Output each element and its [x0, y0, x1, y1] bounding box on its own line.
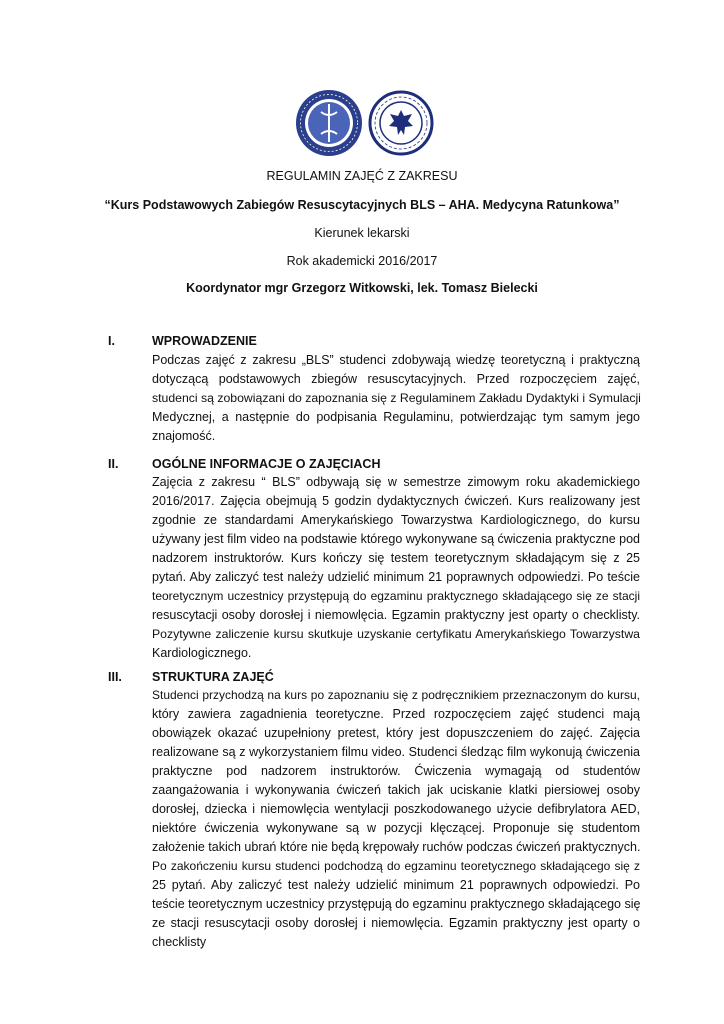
section-body	[152, 473, 640, 663]
text-line: używany jest film video na podstawie którego wykonywane są ćwiczenia praktyczne pod	[152, 532, 640, 546]
text-line: 2016/2017. Zajęcia obejmują 5 godzin dydaktycznych ćwiczeń. Kurs realizowany jest	[152, 494, 640, 508]
text-line: niektóre ćwiczenia wykonywane są w pozycji klęczącej. Proponuje się studentom	[152, 821, 640, 835]
text-line: teoretycznym uczestnicy przystępują do egzaminu praktycznego składającego się ze stacji	[152, 589, 640, 603]
text-line: dorosłej, dziecka i niemowlęcia wentylacji poszkodowanego użycie defibrylatora AED,	[152, 802, 640, 816]
text-line: Kardiologicznego.	[152, 646, 252, 660]
text-line: nadzorem instruktorów. Kurs kończy się testem teoretycznym składającym się z 25	[152, 551, 640, 565]
text-line: 25 pytań. Aby zaliczyć test należy udzielić minimum 21 poprawnych odpowiedzi. Po	[152, 878, 640, 892]
course-name: “Kurs Podstawowych Zabiegów Resuscytacyjnych BLS – AHA. Medycyna Ratunkowa”	[104, 198, 620, 212]
text-line: resuscytacji osoby dorosłej i niemowlęcia. Egzamin praktyczny jest oparty o checklisty.	[152, 608, 640, 622]
text-line: dotyczącą podstawowych zbiegów resuscytacyjnych. Przed rozpoczęciem zajęć,	[152, 372, 640, 386]
text-line: studenci są zobowiązani do zapoznania się z Regulaminem Zakładu Dydaktyki i Symulacji	[152, 391, 641, 405]
text-line: zgodnie ze standardami Amerykańskiego Towarzystwa Kardiologicznego, do kursu	[152, 513, 640, 527]
section-body	[152, 686, 640, 952]
text-line: Pozytywne zaliczenie kursu skutkuje uzyskanie certyfikatu Amerykańskiego Towarzystwa	[152, 627, 640, 641]
text-line: Zajęcia z zakresu “ BLS” odbywają się w semestrze zimowym roku akademickiego	[152, 475, 640, 489]
text-line: znajomość.	[152, 429, 216, 443]
section-title: STRUKTURA ZAJĘĆ	[152, 670, 274, 684]
text-line: Podczas zajęć z zakresu „BLS” studenci zdobywają wiedzę teoretyczną i praktyczną	[152, 353, 640, 367]
section-title: OGÓLNE INFORMACJE O ZAJĘCIACH	[152, 457, 381, 471]
text-line: zaangażowania i wykonywania ćwiczeń takich jak uciskanie klatki piersiowej osoby	[152, 783, 640, 797]
text-line: ze stacji resuscytacji osoby dorosłej i niemowlęcia. Egzamin praktyczny jest oparty o	[152, 916, 640, 930]
faculty: Kierunek lekarski	[314, 226, 410, 240]
university-eagle-seal-icon	[368, 90, 434, 156]
text-line: checklisty	[152, 935, 207, 949]
text-line: Medycznej, a następnie do podpisania Regulaminu, potwierdzając tym samym jego	[152, 410, 640, 424]
text-line: praktyczne pod nadzorem instruktorów. Ćwiczenia wymagają od studentów	[152, 764, 640, 778]
section-number: II.	[108, 457, 119, 471]
text-line: teście teoretycznym uczestnicy przystępują do egzaminu praktycznego składającego się	[152, 897, 641, 911]
coordinator: Koordynator mgr Grzegorz Witkowski, lek. Tomasz Bielecki	[186, 281, 538, 295]
text-line: realizowane są z wykorzystaniem filmu video. Studenci śledząc film wykonują ćwiczenia	[152, 745, 640, 759]
academic-year: Rok akademicki 2016/2017	[286, 254, 438, 268]
text-line: założenie takich ubrań które nie będą krępowały ruchów podczas ćwiczeń praktycznych.	[152, 840, 641, 854]
section-body	[152, 351, 640, 446]
section-number: I.	[108, 334, 115, 348]
section-title: WPROWADZENIE	[152, 334, 257, 348]
text-line: obowiązek okazać uzupełniony pretest, który jest dopuszczeniem do zajęć. Zajęcia	[152, 726, 640, 740]
section-number: III.	[108, 670, 122, 684]
document-title: REGULAMIN ZAJĘĆ Z ZAKRESU	[266, 169, 458, 183]
text-line: Po zakończeniu kursu studenci podchodzą do egzaminu teoretycznego składającego się z	[152, 859, 640, 873]
text-line: pytań. Aby zaliczyć test należy udzielić minimum 21 poprawnych odpowiedzi. Po teście	[152, 570, 640, 584]
text-line: który zawiera zagadnienia teoretyczne. Przed rozpoczęciem zajęć studenci mają	[152, 707, 640, 721]
academic-seal-icon	[294, 88, 364, 158]
logos	[294, 88, 440, 158]
text-line: Studenci przychodzą na kurs po zapoznaniu się z podręcznikiem przeznaczonym do kursu,	[152, 688, 640, 702]
